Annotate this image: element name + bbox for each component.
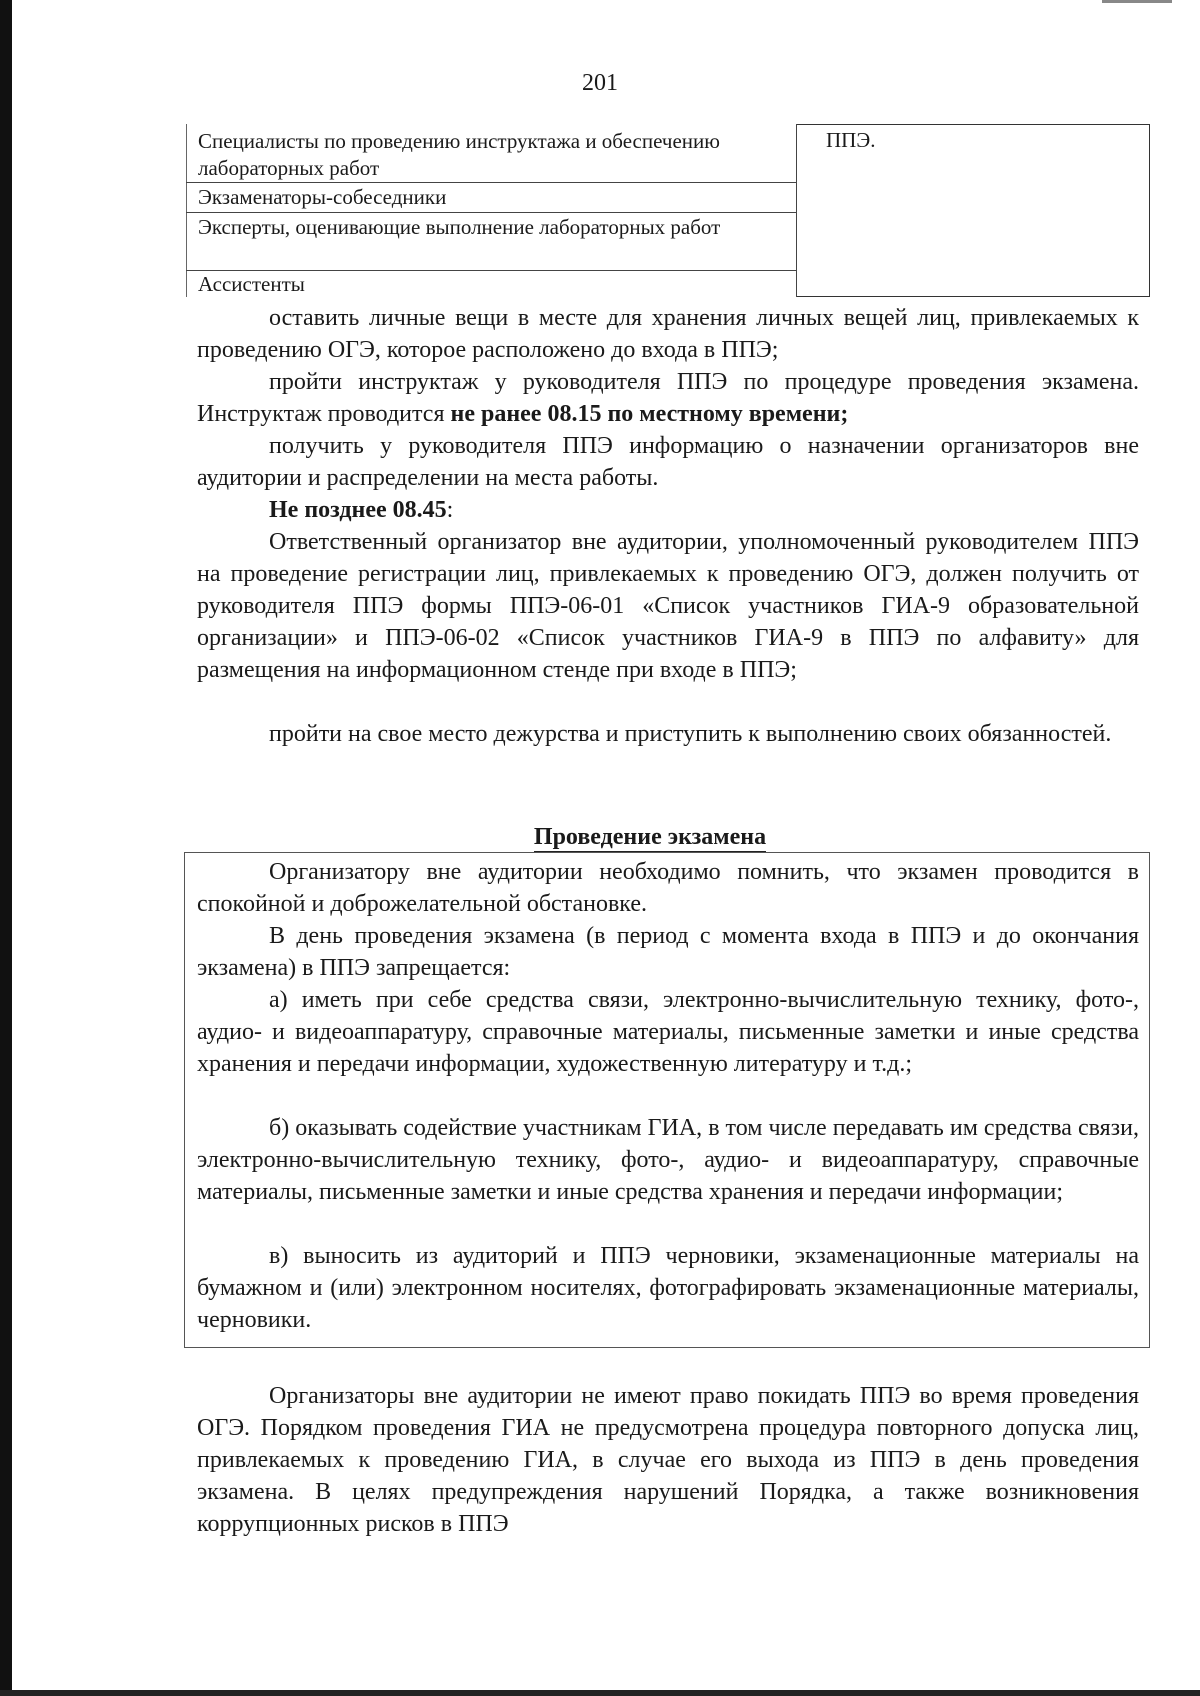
- box-paragraph-atmosphere: Организатору вне аудитории необходимо помнить, что экзамен проводится в спокойной и доброжелательной обстановке.: [197, 859, 1139, 917]
- page-number: 201: [582, 70, 618, 96]
- paragraph-registration: Ответственный организатор вне аудитории, уполномоченный руководителем ППЭ на проведение регистрации лиц, привлекаемых к проведению ОГЭ, должен получить от руководителя ППЭ формы ППЭ-06-01 «Список участников ГИА-9 образовательной организации» и ППЭ-06-02 «Список участников ГИА-9 в ППЭ по алфавиту» для размещения на информационном стенде при входе в ППЭ;: [197, 529, 1139, 683]
- table-row-divider: [186, 182, 796, 183]
- paragraph-leaving-ppe: Организаторы вне аудитории не имеют право покидать ППЭ во время проведения ОГЭ. Порядком проведения ГИА не предусмотрена процедура повторного допуска лиц, привлекаемых к проведению ГИА, в случае его выхода из ППЭ в день проведения экзамена. В целях предупреждения нарушений Порядка, а также возникновения коррупционных рисков в ППЭ: [197, 1383, 1139, 1537]
- paragraph-duty-station: пройти на свое место дежурства и приступить к выполнению своих обязанностей.: [269, 721, 1112, 747]
- section-title: Проведение экзамена: [533, 824, 767, 850]
- box-paragraph-prohibited: В день проведения экзамена (в период с момента входа в ППЭ и до окончания экзамена) в ППЭ запрещается:: [197, 923, 1139, 981]
- scan-edge-bottom: [0, 1690, 1200, 1696]
- roles-table: [186, 124, 1151, 297]
- paragraph-assignment: получить у руководителя ППЭ информацию о назначении организаторов вне аудитории и распределении на места работы.: [197, 433, 1139, 491]
- table-row-divider: [186, 212, 796, 213]
- table-row: Ассистенты: [198, 272, 305, 296]
- table-row: Специалисты по проведению инструктажа и обеспечению лабораторных работ: [198, 129, 720, 180]
- box-item-a: а) иметь при себе средства связи, электронно-вычислительную технику, фото-, аудио- и видеоаппаратуру, справочные материалы, письменные заметки и иные средства хранения и передачи информации, художественную литературу и т.д.;: [197, 987, 1139, 1077]
- table-divider: [796, 124, 797, 297]
- deadline-heading: Не позднее 08.45:: [269, 497, 454, 523]
- table-row: Экзаменаторы-собеседники: [198, 185, 447, 209]
- briefing-time: не ранее 08.15 по местному времени;: [450, 401, 849, 427]
- paragraph-personal-items: оставить личные вещи в месте для хранения личных вещей лиц, привлекаемых к проведению ОГЭ, которое расположено до входа в ППЭ;: [197, 305, 1139, 363]
- box-item-c: в) выносить из аудиторий и ППЭ черновики, экзаменационные материалы на бумажном и (или) электронном носителях, фотографировать экзаменационные материалы, черновики.: [197, 1243, 1139, 1333]
- paragraph-briefing: пройти инструктаж у руководителя ППЭ по процедуре проведения экзамена. Инструктаж проводится не ранее 08.15 по местному времени;: [197, 369, 1139, 427]
- box-item-b: б) оказывать содействие участникам ГИА, в том числе передавать им средства связи, электронно-вычислительную технику, фото-, аудио- и видеоаппаратуру, справочные материалы, письменные заметки и иные средства хранения и передачи информации;: [197, 1115, 1139, 1205]
- corner-mark: [1102, 0, 1172, 3]
- table-row: Эксперты, оценивающие выполнение лабораторных работ: [198, 215, 721, 239]
- roles-table-right-text: ППЭ.: [826, 128, 876, 152]
